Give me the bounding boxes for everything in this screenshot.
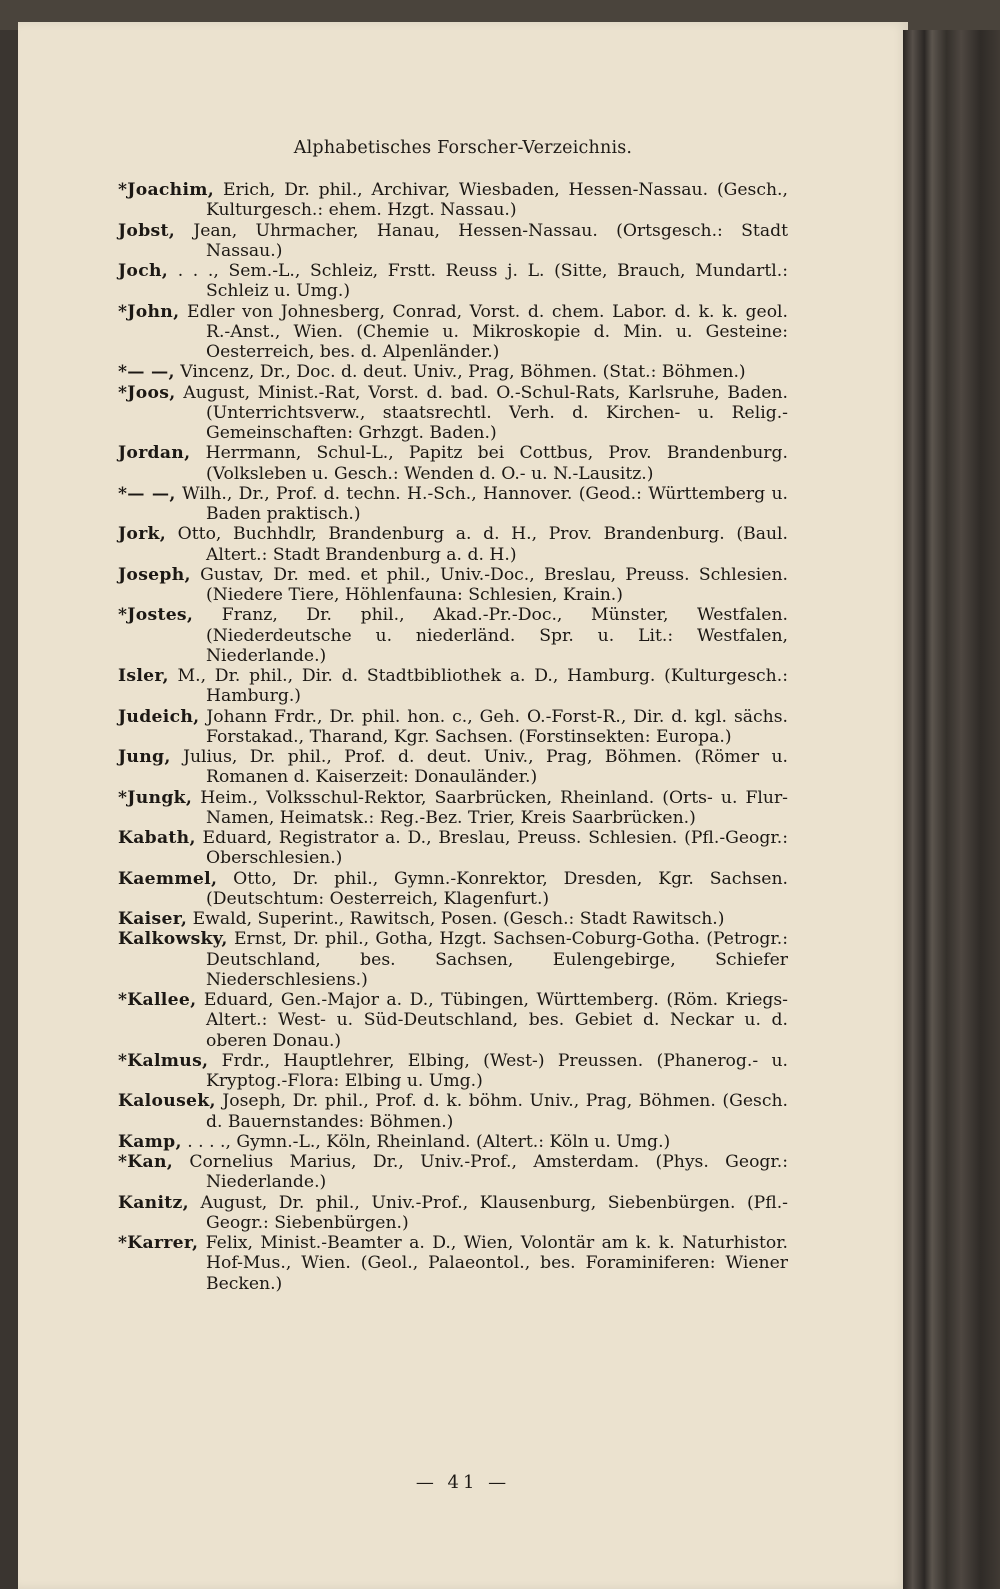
entry-details: Jean, Uhrmacher, Hanau, Hessen-Nassau. (Ortsgesch.: Stadt Nassau.) [175,220,788,261]
entry-name: *Kan, [118,1152,174,1172]
entry-name: *Jungk, [118,787,193,808]
entry-name: Jobst, [118,220,176,241]
directory-entry [118,1233,788,1294]
directory-entry [118,1152,788,1193]
entry-name: *John, [118,301,180,322]
directory-entry [118,362,788,382]
entry-name: Kaiser, [118,909,188,929]
entry-name: *Joachim, [118,180,215,200]
page-number: — 41 — [415,1472,511,1493]
entry-name: *Joos, [118,382,176,403]
entry-name: Judeich, [118,706,200,727]
directory-entry [118,1193,788,1234]
entry-details: Felix, Minist.-Beamter a. D., Wien, Volontär am k. k. Naturhistor. Hof-Mus., Wien. (Geol., Palaeontol., bes. Foraminiferen: Wiener Becken.) [198,1233,788,1294]
entry-details: Erich, Dr. phil., Archivar, Wiesbaden, Hessen-Nassau. (Gesch., Kulturgesch.: ehem. Hzgt. Nassau.) [206,180,788,221]
entry-details: August, Dr. phil., Univ.-Prof., Klausenburg, Siebenbürgen. (Pfl.-Geogr.: Siebenbürgen.) [188,1192,788,1233]
entry-details: Eduard, Registrator a. D., Breslau, Preuss. Schlesien. (Pfl.-Geogr.: Oberschlesien.) [195,828,788,869]
entry-details: Herrmann, Schul-L., Papitz bei Cottbus, Prov. Brandenburg. (Volksleben u. Gesch.: Wenden d. O.- u. N.-Lausitz.) [190,443,788,484]
entry-details: Johann Frdr., Dr. phil. hon. c., Geh. O.-Forst-R., Dir. d. kgl. sächs. Forstakad., Tharand, Kgr. Sachsen. (Forstinsekten: Europa.) [199,706,788,747]
entry-name: *Kallee, [118,990,197,1010]
entry-name: *— —, [118,483,176,504]
entry-details: Gustav, Dr. med. et phil., Univ.-Doc., Breslau, Preuss. Schlesien. (Niedere Tiere, Höhlenfauna: Schlesien, Krain.) [190,564,788,605]
entry-list [118,180,788,1294]
directory-entry [118,909,788,929]
entry-details: Joseph, Dr. phil., Prof. d. k. böhm. Univ., Prag, Böhmen. (Gesch. d. Bauernstandes: Böhmen.) [206,1091,788,1132]
entry-name: Jordan, [118,443,191,464]
entry-details: . . . ., Gymn.-L., Köln, Rheinland. (Altert.: Köln u. Umg.) [181,1131,671,1152]
entry-details: Ernst, Dr. phil., Gotha, Hzgt. Sachsen-Coburg-Gotha. (Petrogr.: Deutschland, bes. Sachsen, Eulengebirge, Schiefer Niederschlesiens.) [206,929,788,990]
entry-details: Eduard, Gen.-Major a. D., Tübingen, Württemberg. (Röm. Kriegs-Altert.: West- u. Süd-Deutschland, bes. Gebiet d. Neckar u. d. oberen Donau.) [196,990,788,1051]
directory-entry [118,828,788,869]
directory-entry [118,180,788,221]
directory-entry [118,605,788,666]
entry-name: Jung, [118,747,171,767]
entry-name: Kanitz, [118,1192,189,1213]
directory-entry [118,484,788,525]
entry-details: Heim., Volksschul-Rektor, Saarbrücken, Rheinland. (Orts- u. Flur-Namen, Heimatsk.: Reg.-Bez. Trier, Kreis Saarbrücken.) [192,787,788,828]
entry-name: *Jostes, [118,605,194,626]
entry-name: Isler, [118,666,169,686]
directory-entry [118,383,788,444]
directory-entry [118,707,788,748]
directory-entry [118,261,788,302]
book-spine-edge [903,30,1000,1589]
entry-details: Otto, Buchhdlr, Brandenburg a. d. H., Prov. Brandenburg. (Baul. Altert.: Stadt Brandenburg a. d. H.) [166,524,788,565]
directory-entry [118,302,788,363]
entry-name: Kamp, [118,1131,182,1152]
entry-details: Franz, Dr. phil., Akad.-Pr.-Doc., Münster, Westfalen. (Niederdeutsche u. niederländ. Spr. u. Lit.: Westfalen, Niederlande.) [193,605,788,666]
directory-entry [118,1051,788,1092]
entry-name: Joseph, [118,564,191,585]
directory-entry [118,221,788,262]
directory-entry [118,1091,788,1132]
directory-entry [118,788,788,829]
running-head: Alphabetisches Forscher-Verzeichnis. [293,138,633,158]
directory-entry [118,929,788,990]
directory-entry [118,747,788,788]
entry-details: Wilh., Dr., Prof. d. techn. H.-Sch., Hannover. (Geod.: Württemberg u. Baden praktisch.) [175,483,788,524]
entry-details: Cornelius Marius, Dr., Univ.-Prof., Amsterdam. (Phys. Geogr.: Niederlande.) [173,1152,788,1193]
entry-details: August, Minist.-Rat, Vorst. d. bad. O.-Schul-Rats, Karlsruhe, Baden. (Unterrichtsverw., staatsrechtl. Verh. d. Kirchen- u. Relig.-Gemeinschaften: Grhzgt. Baden.) [175,382,788,443]
entry-name: Joch, [118,261,169,281]
entry-details: . . ., Sem.-L., Schleiz, Frstt. Reuss j. L. (Sitte, Brauch, Mundartl.: Schleiz u. Umg.) [168,261,788,302]
entry-name: Kalousek, [118,1091,216,1112]
directory-entry [118,869,788,910]
entry-name: *Kalmus, [118,1050,209,1071]
directory-entry [118,524,788,565]
book-page [18,22,908,1589]
entry-details: Ewald, Superint., Rawitsch, Posen. (Gesch.: Stadt Rawitsch.) [187,909,725,929]
entry-details: Frdr., Hauptlehrer, Elbing, (West-) Preussen. (Phanerog.- u. Kryptog.-Flora: Elbing u. Umg.) [206,1050,788,1091]
directory-entry [118,565,788,606]
directory-entry [118,443,788,484]
entry-details: Julius, Dr. phil., Prof. d. deut. Univ., Prag, Böhmen. (Römer u. Romanen d. Kaiserzeit: Donauländer.) [170,747,788,788]
entry-details: M., Dr. phil., Dir. d. Stadtbibliothek a. D., Hamburg. (Kulturgesch.: Hamburg.) [168,666,788,707]
entry-name: *— —, [118,362,175,383]
entry-details: Vincenz, Dr., Doc. d. deut. Univ., Prag, Böhmen. (Stat.: Böhmen.) [174,362,746,383]
directory-entry [118,990,788,1051]
entry-name: *Karrer, [118,1233,199,1253]
entry-name: Jork, [118,524,167,545]
entry-details: Otto, Dr. phil., Gymn.-Konrektor, Dresden, Kgr. Sachsen. (Deutschtum: Oesterreich, Klagenfurt.) [206,868,788,909]
directory-entry [118,1132,788,1152]
entry-name: Kalkowsky, [118,929,228,950]
entry-name: Kaemmel, [118,868,218,889]
entry-details: Edler von Johnesberg, Conrad, Vorst. d. chem. Labor. d. k. k. geol. R.-Anst., Wien. (Chemie u. Mikroskopie d. Min. u. Gesteine: Oesterreich, bes. d. Alpenländer.) [179,301,788,362]
directory-entry [118,666,788,707]
entry-name: Kabath, [118,828,196,848]
